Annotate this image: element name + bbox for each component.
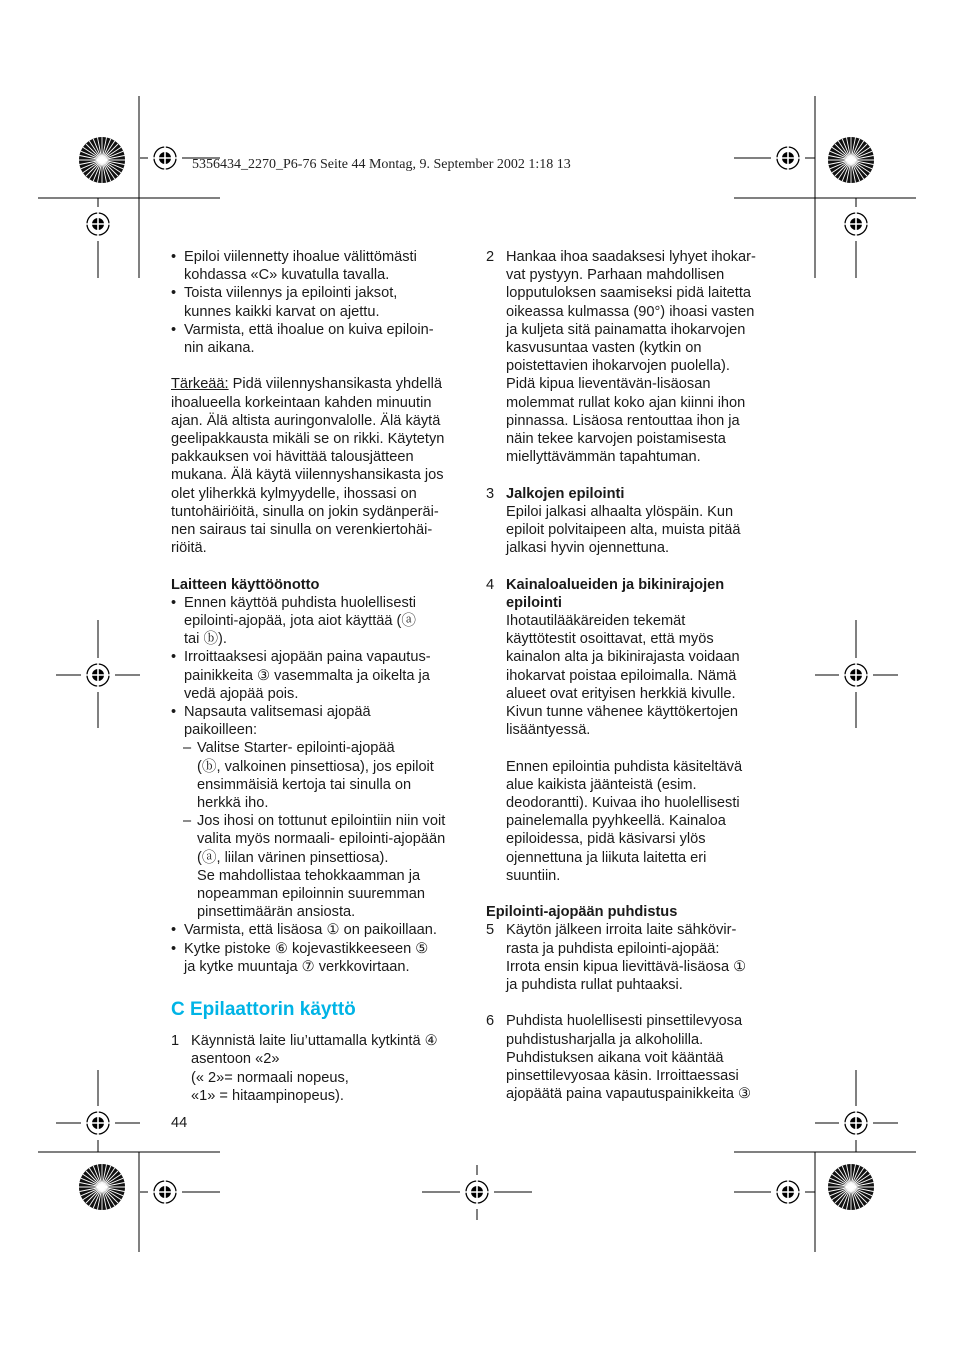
step-heading: Kainaloalueiden ja bikinirajojen bbox=[506, 576, 725, 593]
list-item: • Irroittaaksesi ajopään paina vapautus- painikkeita ③ vasemmalta ja oikelta ja vedä ajopää pois. bbox=[171, 648, 471, 703]
step-heading: Jalkojen epilointi bbox=[506, 485, 625, 502]
registration-mark bbox=[771, 141, 805, 175]
list-item: • Varmista, että lisäosa ① on paikoillaan. bbox=[171, 921, 471, 939]
important-label: Tärkeää: bbox=[171, 376, 229, 393]
numbered-step: 1 Käynnistä laite liu’uttamalla kytkintä ④ asentoon «2» (« 2»= normaali nopeus, «1» = hitaampinopeus). bbox=[171, 1033, 438, 1104]
registration-mark bbox=[81, 207, 115, 241]
list-item: • Varmista, että ihoalue on kuiva epiloin- nin aikana. bbox=[171, 321, 471, 357]
numbered-step: 3 Jalkojen epilointi Epiloi jalkasi alhaalta ylöspäin. Kun epiloit polvitaipeen alta, muista pitää jalkasi hyvin ojennettuna. bbox=[486, 485, 786, 558]
dash-item: – Jos ihosi on tottunut epilointiin niin voit valita myös normaali- epilointi-ajopään (ⓐ, liilan värinen pinsettiosa). bbox=[171, 812, 471, 867]
list-item: • Kytke pistoke ⑥ kojevastikkeeseen ⑤ ja kytke muuntaja ⑦ verkkovirtaan. bbox=[171, 940, 471, 976]
step-number: 4 bbox=[486, 576, 495, 593]
list-item: • Ennen käyttöä puhdista huolellisesti epilointi-ajopää, jota aiot käyttää (ⓐ tai ⓑ). bbox=[171, 594, 471, 649]
registration-mark bbox=[771, 1175, 805, 1209]
right-column bbox=[486, 248, 786, 1103]
dash-item-continuation: Se mahdollistaa tehokkaamman ja nopeamman epiloinnin suuremman pinsettimäärän ansiosta. bbox=[197, 867, 425, 921]
numbered-step: 4 Kainaloalueiden ja bikinirajojen epilointi Ihotautilääkäreiden tekemät käyttötestit osoittavat, että myös kainalon alta ja bikinirajasta voidaan ihokarvat poistaa epiloimalla. Nämä alueet ovat erityisen herkkiä kivulle. Kivun tunne vähenee käyttökertojen lisääntyessä. Ennen epilointia puhdista käsiteltävä alue kaikista jäänteistä (esim. deodorantti). Kuivaa iho huolellisesti painelemalla pyyhkeellä. Kainaloa epiloidessa, pidä käsivarsi ylös ojennettuna ja liikuta laitetta eri suuntiin. bbox=[486, 576, 786, 885]
registration-mark bbox=[839, 1106, 873, 1140]
registration-mark bbox=[81, 1106, 115, 1140]
registration-mark bbox=[148, 1175, 182, 1209]
color-wheel-mark-bottom-left bbox=[79, 1164, 125, 1210]
step-number: 5 bbox=[486, 922, 495, 939]
color-wheel-mark-top-right bbox=[828, 137, 874, 183]
registration-mark bbox=[81, 658, 115, 692]
numbered-step: 2 Hankaa ihoa saadaksesi lyhyet ihokar- vat pystyyn. Parhaan mahdollisen lopputuloksen saamiseksi pidä laitetta oikeassa kulmassa (90°) ihoasi vasten ja kuljeta sitä painamatta ihokarvojen kasvusuntaa vasten (kytkin on poistettavien ihokarvojen puolella). Pidä kipua lieventävän-lisäosan molemmat rullat koko ajan kiinni ihon pinnassa. Lisäosa rentouttaa ihon ja näin tekee karvojen poistamisesta miellyttävämmän tapahtuman. bbox=[486, 249, 756, 466]
color-wheel-mark-top-left bbox=[79, 137, 125, 183]
step-number: 6 bbox=[486, 1013, 495, 1030]
cleaning-heading: Epilointi-ajopään puhdistus bbox=[486, 904, 678, 921]
left-column bbox=[171, 248, 471, 1105]
important-note: Tärkeää: Pidä viilennyshansikasta yhdellä ihoalueella korkeintaan kahden minuutin ajan. Älä altista auringonvalolle. Älä käytä geelipakkausta mikäli se on rikki. Käytetyn pakkauksen voi hävittää talousjätteen mukana. Älä käytä viilennyshansikasta jos olet yliherkkä kylmyydelle, ihossasi on tuntohäiriöitä, sinulla on jokin sydänperäi- nen sairaus tai sinulla on verenkiertohäi- riöitä. bbox=[171, 376, 445, 557]
list-item: • Napsauta valitsemasi ajopää paikoilleen: bbox=[171, 703, 471, 739]
step-number: 1 bbox=[171, 1033, 180, 1050]
print-header: 5356434_2270_P6-76 Seite 44 Montag, 9. September 2002 1:18 13 bbox=[192, 157, 571, 172]
setup-heading: Laitteen käyttöönotto bbox=[171, 576, 320, 593]
numbered-step: 5 Käytön jälkeen irroita laite sähkövir- rasta ja puhdista epilointi-ajopää: Irrota ensin kipua lievittävä-lisäosa ① ja puhdista rullat puhtaaksi. bbox=[486, 922, 747, 994]
numbered-step: 6 Puhdista huolellisesti pinsettilevyosa puhdistusharjalla ja alkoholilla. Puhdistuksen aikana voit kääntää pinsettilevyosaa käsin. Irroittaessasi ajopäätä paina vapautuspainikkeita ③ bbox=[486, 1013, 752, 1103]
registration-mark bbox=[460, 1175, 494, 1209]
step-number: 2 bbox=[486, 249, 495, 265]
step-number: 3 bbox=[486, 485, 495, 502]
registration-mark bbox=[148, 141, 182, 175]
registration-mark bbox=[839, 207, 873, 241]
list-item: • Toista viilennys ja epilointi jaksot, kunnes kaikki karvat on ajettu. bbox=[171, 284, 471, 320]
list-item: • Epiloi viilennetty ihoalue välittömästi kohdassa «C» kuvatulla tavalla. bbox=[171, 248, 471, 284]
section-heading: C Epilaattorin käyttö bbox=[171, 999, 356, 1021]
color-wheel-mark-bottom-right bbox=[828, 1164, 874, 1210]
dash-item: – Valitse Starter- epilointi-ajopää (ⓑ, valkoinen pinsettiosa), jos epiloit ensimmäisiä kertoja tai sinulla on herkkä iho. bbox=[171, 739, 471, 812]
registration-mark bbox=[839, 658, 873, 692]
page-number: 44 bbox=[171, 1115, 188, 1131]
